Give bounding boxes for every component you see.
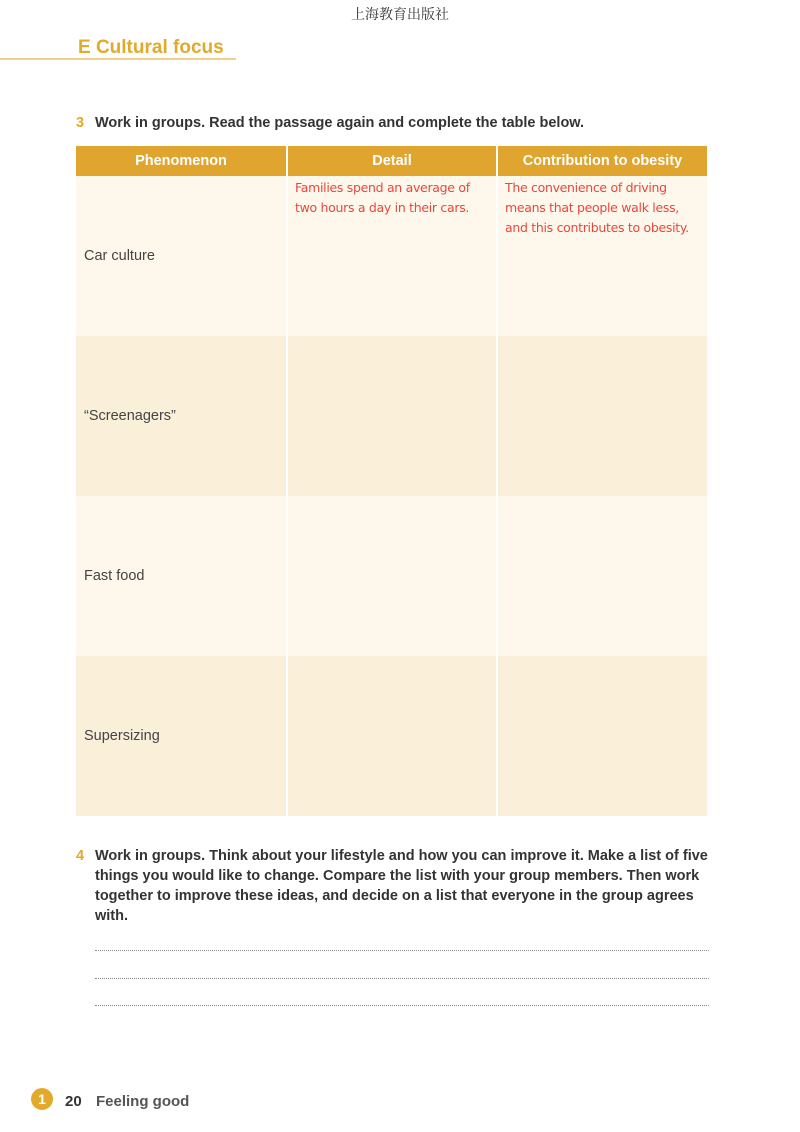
phenomenon-label: Fast food <box>84 568 145 584</box>
table-header-row <box>76 146 707 176</box>
obesity-table <box>76 146 707 816</box>
unit-number-badge: 1 <box>31 1088 53 1110</box>
column-header-contribution: Contribution to obesity <box>497 146 707 176</box>
detail-cell[interactable] <box>287 336 497 496</box>
task-number: 4 <box>76 848 85 864</box>
contribution-cell[interactable] <box>497 656 707 816</box>
detail-answer <box>288 336 496 338</box>
unit-title: Feeling good <box>96 1093 190 1110</box>
contribution-answer <box>498 656 707 658</box>
phenomenon-cell <box>76 176 287 336</box>
task-3 <box>76 113 716 133</box>
table-row <box>76 176 707 336</box>
writing-line[interactable] <box>95 978 709 979</box>
column-header-detail: Detail <box>287 146 497 176</box>
task-number: 3 <box>76 115 85 131</box>
section-title-underline <box>0 58 236 60</box>
table-row <box>76 496 707 656</box>
task-instruction: Work in groups. Read the passage again and complete the table below. <box>95 115 585 131</box>
writing-line[interactable] <box>95 1005 709 1006</box>
task-4 <box>76 846 716 926</box>
phenomenon-cell <box>76 496 287 656</box>
contribution-cell[interactable] <box>497 176 707 336</box>
table-row <box>76 656 707 816</box>
page-number: 20 <box>65 1093 82 1110</box>
phenomenon-cell <box>76 656 287 816</box>
detail-answer <box>288 496 496 498</box>
detail-cell[interactable] <box>287 656 497 816</box>
contribution-answer <box>498 336 707 338</box>
contribution-answer <box>498 496 707 498</box>
publisher-header: 上海教育出版社 <box>351 7 449 23</box>
table-row <box>76 336 707 496</box>
column-header-phenomenon: Phenomenon <box>76 146 287 176</box>
phenomenon-label: “Screenagers” <box>84 408 176 424</box>
detail-answer: Families spend an average of two hours a day in their cars. <box>295 180 470 215</box>
contribution-cell[interactable] <box>497 496 707 656</box>
detail-answer <box>288 656 496 658</box>
writing-line[interactable] <box>95 950 709 951</box>
task-instruction: Work in groups. Think about your lifestyle and how you can improve it. Make a list of five things you would like to change. Compare the list with your group members. Then work together to improve these ideas, and decide on a list that everyone in the group agrees with. <box>95 848 708 924</box>
detail-cell[interactable] <box>287 496 497 656</box>
detail-cell[interactable] <box>287 176 497 336</box>
phenomenon-cell <box>76 336 287 496</box>
section-title: E Cultural focus <box>78 37 224 58</box>
contribution-cell[interactable] <box>497 336 707 496</box>
contribution-answer: The convenience of driving means that people walk less, and this contributes to obesity. <box>505 180 689 235</box>
phenomenon-label: Supersizing <box>84 728 160 744</box>
phenomenon-label: Car culture <box>84 248 155 264</box>
